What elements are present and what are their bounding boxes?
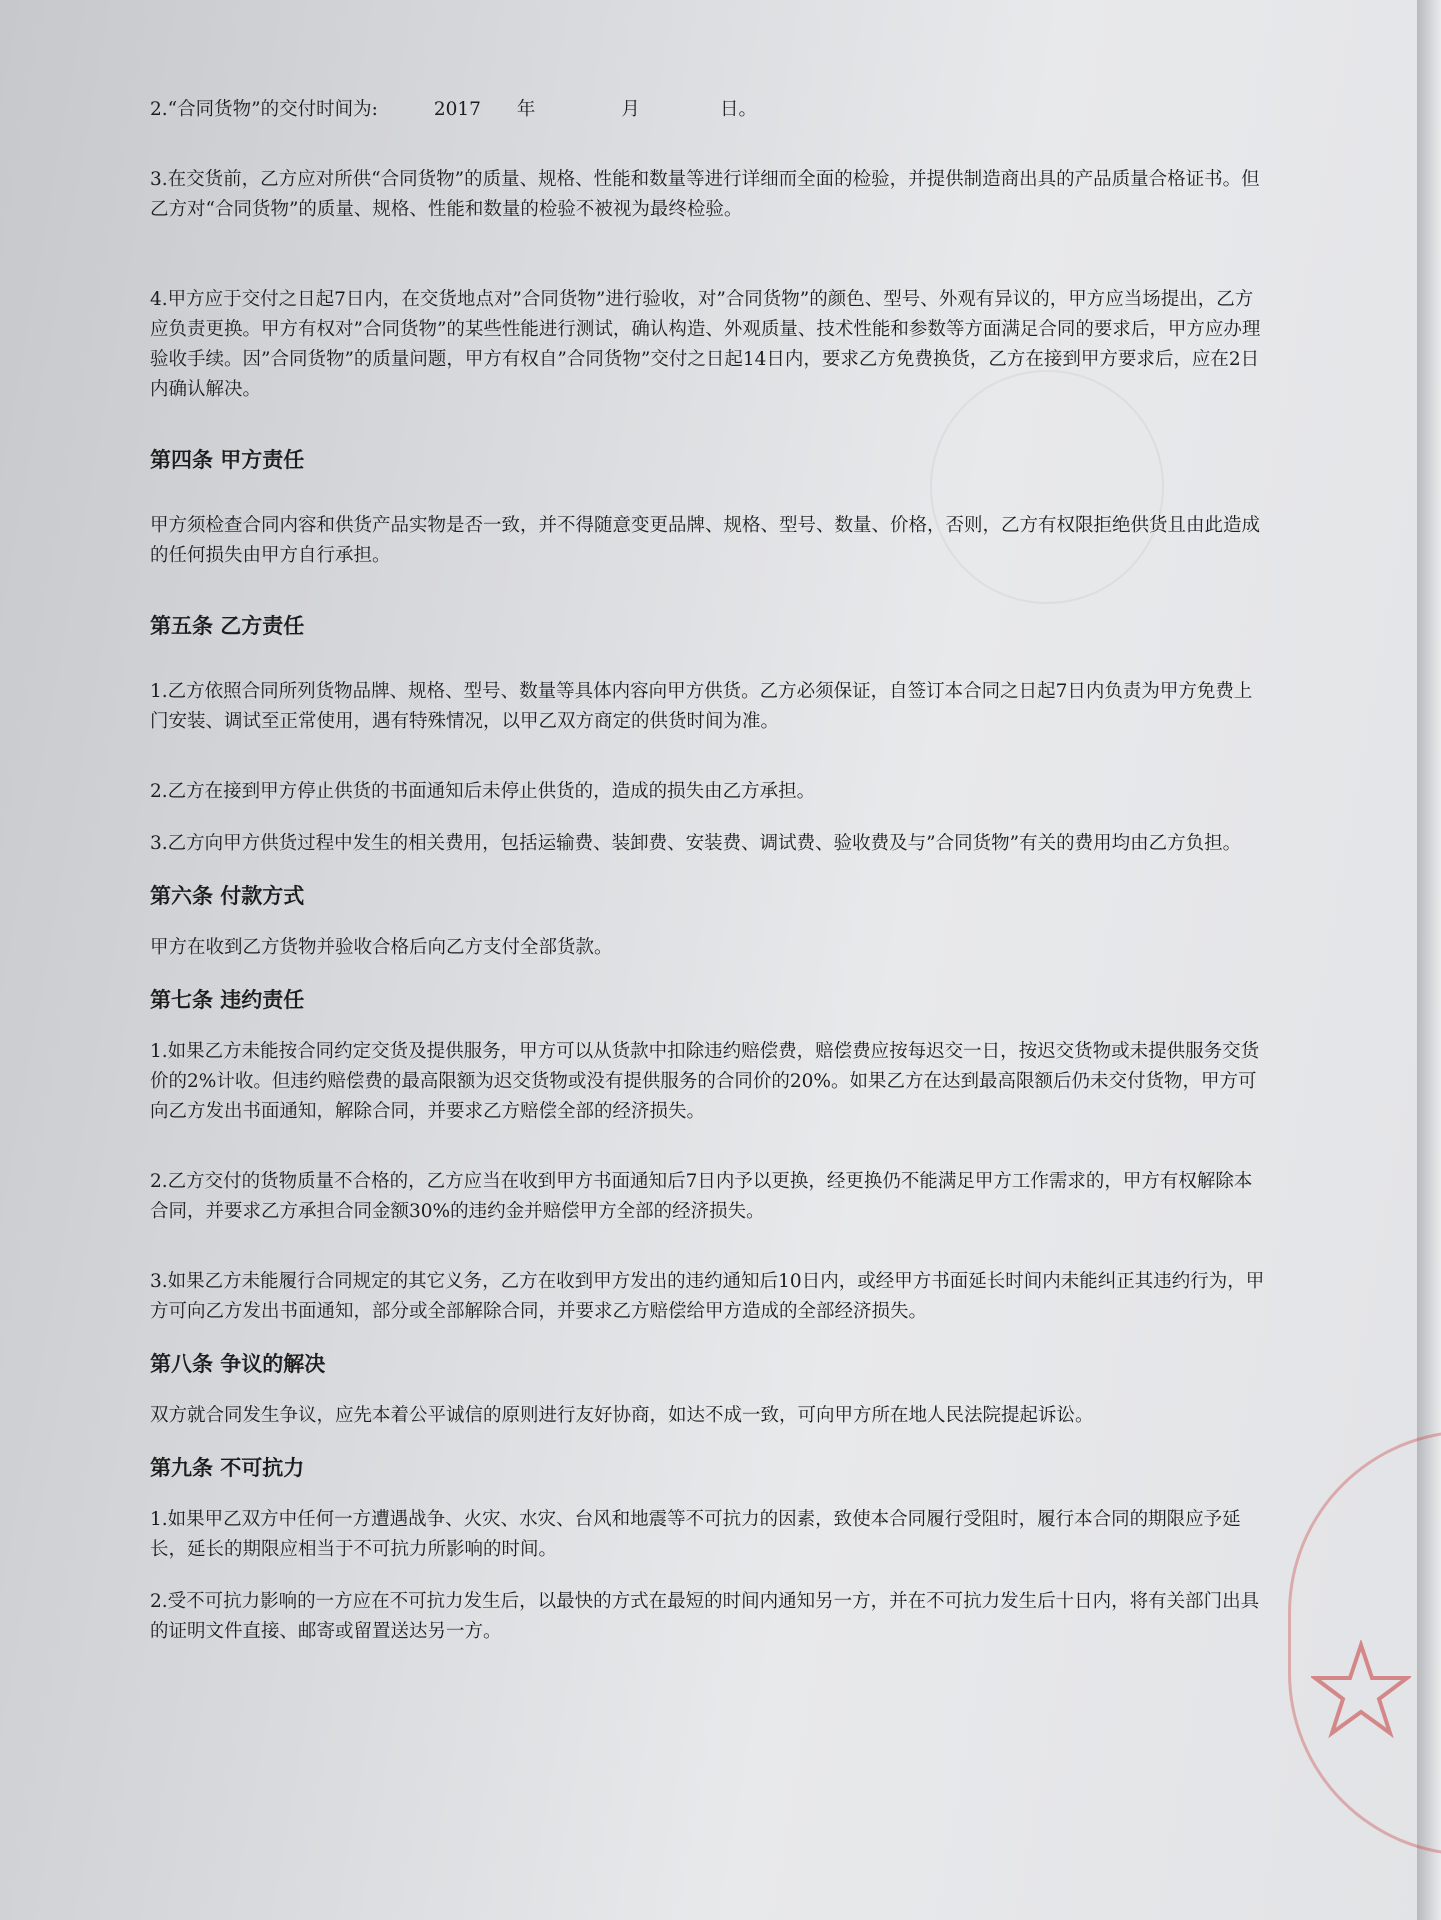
acceptance-clause: 4.甲方应于交付之日起7日内，在交货地点对”合同货物”进行验收，对”合同货物”的颜色、型号、外观有异议的，甲方应当场提出，乙方应负责更换。甲方有权对”合同货物”的某些性能进行测试，确认构造、外观质量、技术性能和参数等方面满足合同的要求后，甲方应办理验收手续。因”合同货物”的质量问题，甲方有权自”合同货物”交付之日起14日内，要求乙方免费换货，乙方在接到甲方要求后，应在2日内确认解决。	[150, 289, 1261, 400]
year-unit: 年	[516, 99, 536, 120]
month-unit: 月	[621, 99, 640, 120]
section-9-item-1: 1.如果甲乙双方中任何一方遭遇战争、火灾、水灾、台风和地震等不可抗力的因素，致使本合同履行受阻时，履行本合同的期限应予延长，延长的期限应相当于不可抗力所影响的时间。	[150, 1509, 1241, 1560]
section-7-item-1: 1.如果乙方未能按合同约定交货及提供服务，甲方可以从货款中扣除违约赔偿费，赔偿费应按每迟交一日，按迟交货物或未提供服务交货价的2%计收。但违约赔偿费的最高限额为迟交货物或没有提供服务的合同价的20%。如果乙方在达到最高限额后仍未交付货物，甲方可向乙方发出书面通知，解除合同，并要求乙方赔偿全部的经济损失。	[150, 1041, 1260, 1122]
section-7-title: 第七条 违约责任	[150, 987, 305, 1012]
delivery-label: 2.“合同货物”的交付时间为:	[150, 99, 378, 120]
section-9-item-2: 2.受不可抗力影响的一方应在不可抗力发生后，以最快的方式在最短的时间内通知另一方，并在不可抗力发生后十日内，将有关部门出具的证明文件直接、邮寄或留置送达另一方。	[150, 1591, 1260, 1642]
day-unit: 日。	[719, 99, 757, 120]
section-7-item-3: 3.如果乙方未能履行合同规定的其它义务，乙方在收到甲方发出的违约通知后10日内，或经甲方书面延长时间内未能纠正其违约行为，甲方可向乙方发出书面通知，部分或全部解除合同，并要求乙方赔偿给甲方造成的全部经济损失。	[150, 1271, 1265, 1322]
section-5-item-2: 2.乙方在接到甲方停止供货的书面通知后未停止供货的，造成的损失由乙方承担。	[150, 781, 816, 802]
section-5-item-1: 1.乙方依照合同所列货物品牌、规格、型号、数量等具体内容向甲方供货。乙方必须保证，自签订本合同之日起7日内负责为甲方免费上门安装、调试至正常使用，遇有特殊情况，以甲乙双方商定的供货时间为准。	[150, 681, 1253, 732]
inspection-clause: 3.在交货前，乙方应对所供“合同货物”的质量、规格、性能和数量等进行详细而全面的检验，并提供制造商出具的产品质量合格证书。但乙方对“合同货物”的质量、规格、性能和数量的检验不被视为最终检验。	[150, 169, 1260, 220]
section-4-title: 第四条 甲方责任	[150, 447, 305, 472]
section-5-item-3: 3.乙方向甲方供货过程中发生的相关费用，包括运输费、装卸费、安装费、调试费、验收费及与”合同货物”有关的费用均由乙方负担。	[150, 833, 1242, 854]
section-8-title: 第八条 争议的解决	[150, 1351, 326, 1376]
section-6-title: 第六条 付款方式	[150, 883, 305, 908]
section-6-text: 甲方在收到乙方货物并验收合格后向乙方支付全部货款。	[150, 937, 613, 958]
delivery-time-clause	[150, 95, 1270, 125]
section-7-item-2: 2.乙方交付的货物质量不合格的，乙方应当在收到甲方书面通知后7日内予以更换，经更换仍不能满足甲方工作需求的，甲方有权解除本合同，并要求乙方承担合同金额30%的违约金并赔偿甲方全部的经济损失。	[150, 1171, 1253, 1222]
delivery-year: 2017	[433, 99, 481, 120]
section-8-text: 双方就合同发生争议，应先本着公平诚信的原则进行友好协商，如达不成一致，可向甲方所在地人民法院提起诉讼。	[150, 1405, 1094, 1426]
contract-body	[150, 95, 1270, 1669]
red-stamp-star-icon	[1311, 1640, 1411, 1740]
section-4-text: 甲方须检查合同内容和供货产品实物是否一致，并不得随意变更品牌、规格、型号、数量、价格，否则，乙方有权限拒绝供货且由此造成的任何损失由甲方自行承担。	[150, 515, 1261, 566]
section-9-title: 第九条 不可抗力	[150, 1455, 305, 1480]
section-5-title: 第五条 乙方责任	[150, 613, 305, 638]
